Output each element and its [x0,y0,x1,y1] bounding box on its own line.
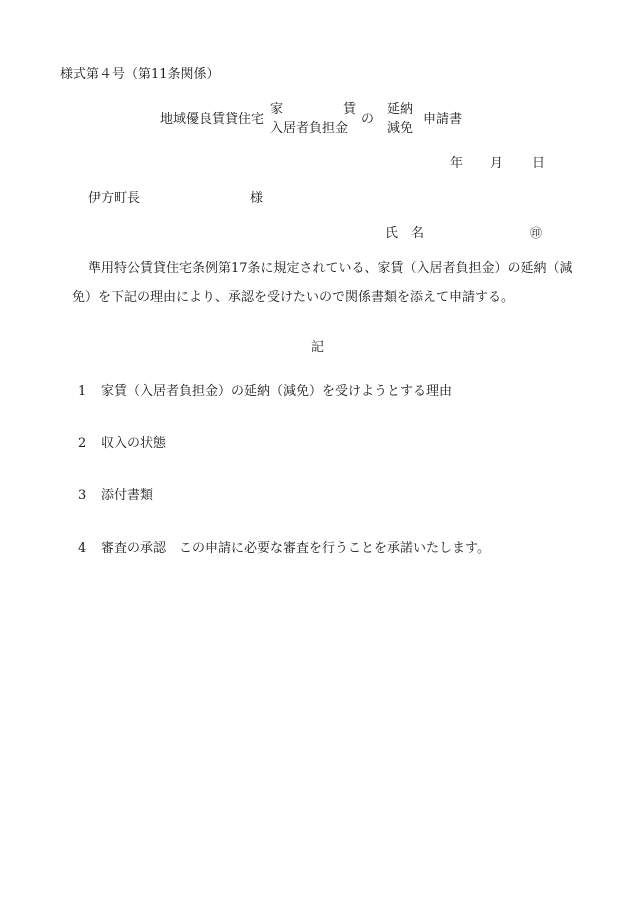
form-number: 様式第４号（第11条関係） [60,67,220,82]
body-line-1: 準用特公賃貸住宅条例第17条に規定されている、家賃（入居者負担金）の延納（減 [88,261,573,276]
addressee-name: 伊方町長 [88,191,141,206]
title-delay-top: 延納 [387,102,414,117]
ki-heading: 記 [311,340,325,355]
item-text: 家賃（入居者負担金）の延納（減免）を受けようとする理由 [101,384,453,399]
date-day-label: 日 [532,156,546,171]
item-text: 添付書類 [101,488,154,503]
title-rent-top-char2: 賃 [343,102,357,117]
addressee-honorific: 様 [250,191,264,206]
title-particle: の [361,112,375,127]
title-rent-top-char1: 家 [270,102,284,117]
title-suffix: 申請書 [423,112,463,127]
date-year-label: 年 [450,156,464,171]
seal-mark: ㊞ [530,226,543,240]
title-rent-bottom: 入居者負担金 [270,121,349,136]
body-line-2: 免）を下記の理由により、承認を受けたいので関係書類を添えて申請する。 [72,290,515,305]
title-prefix: 地域優良賃貸住宅 [160,112,265,127]
item-number: 1 [78,384,87,399]
item-text: 収入の状態 [101,436,167,451]
item-number: 3 [78,488,87,503]
applicant-name-label: 氏 名 [385,226,425,241]
title-delay-bottom: 減免 [387,121,414,136]
item-number: 2 [78,436,87,451]
item-number: 4 [78,541,87,556]
item-text: 審査の承認 この申請に必要な審査を行うことを承諾いたします。 [101,541,490,556]
date-month-label: 月 [490,156,504,171]
